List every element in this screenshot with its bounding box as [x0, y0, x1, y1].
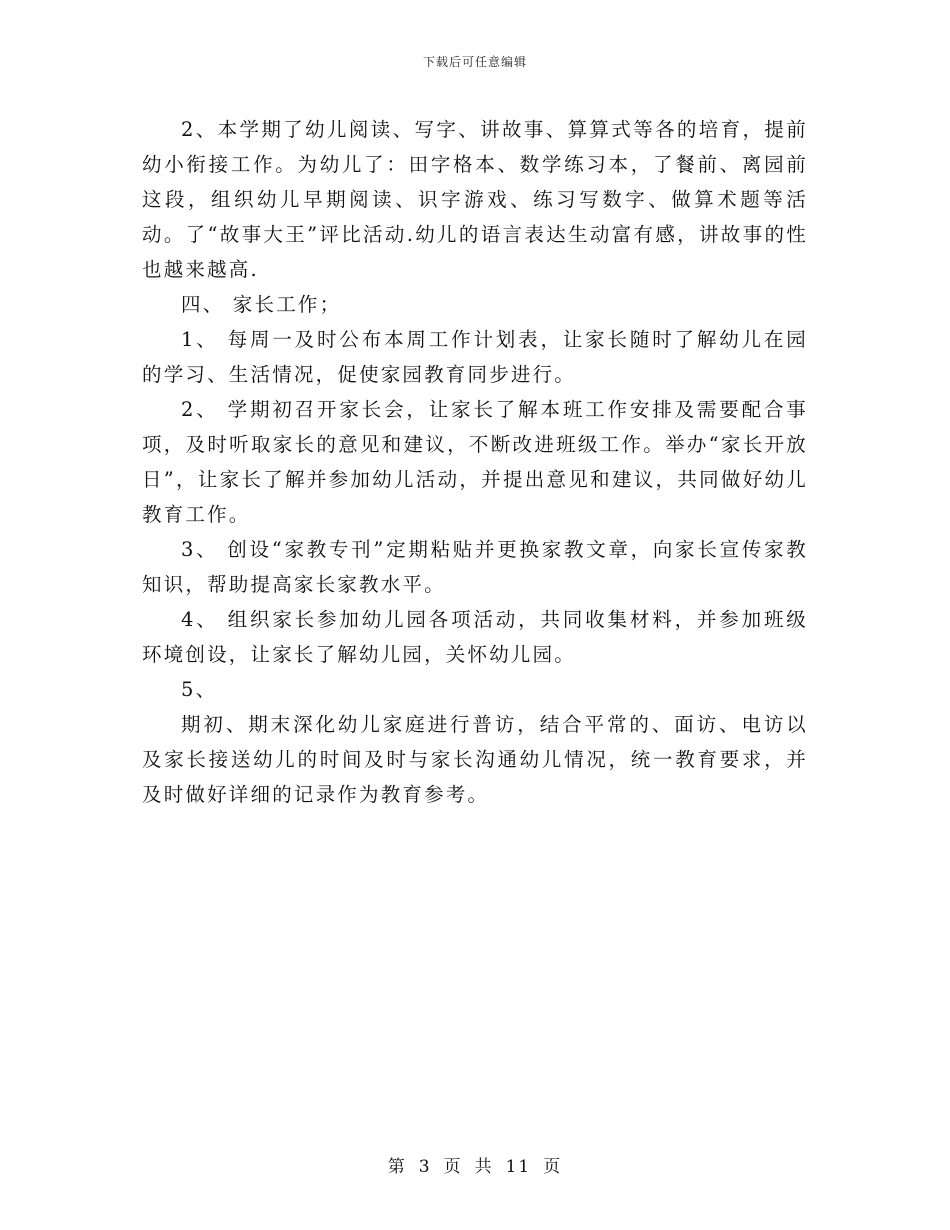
- footer-page-unit: 页: [443, 1157, 463, 1177]
- paragraph-section-2: 2、本学期了幼儿阅读、写字、讲故事、算算式等各的培育，提前幼小衔接工作。为幼儿了：田字格本、数学练习本，了餐前、离园前这段，组织幼儿早期阅读、识字游戏、练习写数字、做算术题等活动。了“故事大王”评比活动.幼儿的语言表达生动富有感，讲故事的性也越来越高.: [142, 118, 808, 281]
- page-footer: [0, 1152, 950, 1177]
- paragraph-item-5-text: 期初、期末深化幼儿家庭进行普访，结合平常的、面访、电访以及家长接送幼儿的时间及时与家长沟通幼儿情况，统一教育要求，并及时做好详细的记录作为教育参考。: [142, 713, 808, 806]
- header-note: 下载后可任意编辑: [422, 55, 527, 69]
- footer-total-unit: 页: [543, 1157, 563, 1177]
- paragraph-item-5-number: 5、: [181, 678, 218, 701]
- footer-total-label: 共: [474, 1157, 494, 1177]
- paragraph-item-2: 2、 学期初召开家长会，让家长了解本班工作安排及需要配合事项，及时听取家长的意见和建议，不断改进班级工作。举办“家长开放日”，让家长了解并参加幼儿活动，并提出意见和建议，共同做好幼儿教育工作。: [142, 398, 808, 526]
- paragraph-item-1: 1、 每周一及时公布本周工作计划表，让家长随时了解幼儿在园的学习、生活情况，促使家园教育同步进行。: [142, 328, 808, 386]
- footer-page-number: 3: [418, 1157, 432, 1177]
- heading-parent-work: 四、 家长工作；: [181, 293, 342, 316]
- footer-page-label: 第: [387, 1157, 407, 1177]
- paragraph-item-4: 4、 组织家长参加幼儿园各项活动，共同收集材料，并参加班级环境创设，让家长了解幼儿园，关怀幼儿园。: [142, 608, 808, 666]
- paragraph-item-3: 3、 创设“家教专刊”定期粘贴并更换家教文章，向家长宣传家教知识，帮助提高家长家教水平。: [142, 538, 808, 596]
- footer-total-pages: 11: [505, 1157, 532, 1177]
- document-body: [142, 112, 808, 812]
